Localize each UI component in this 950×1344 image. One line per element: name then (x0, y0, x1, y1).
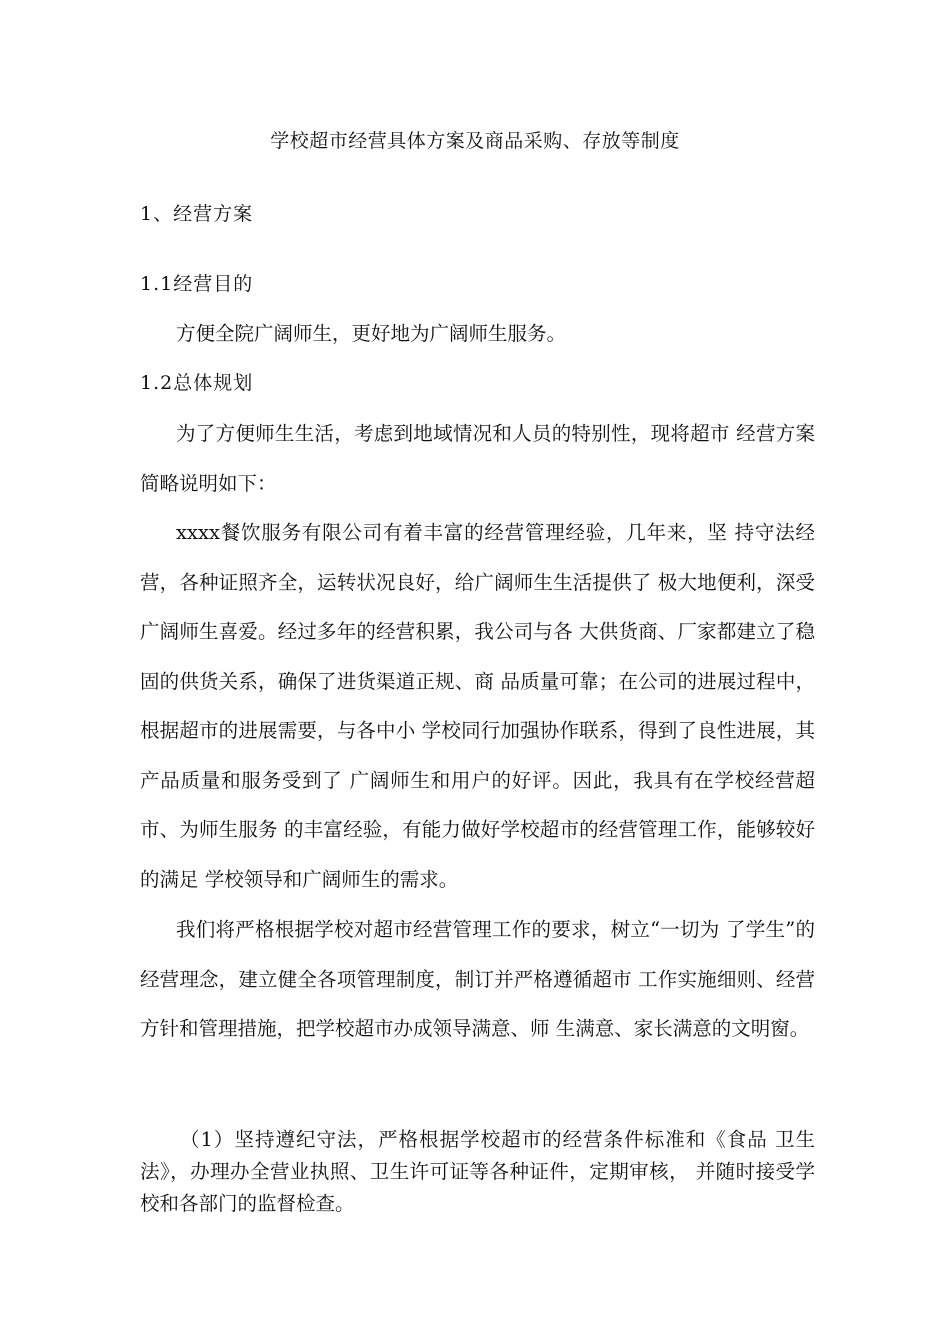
section-heading-1-1: 1.1经营目的 (140, 273, 254, 295)
paragraph-intro: 为了方便师生生活，考虑到地域情况和人员的特别性，现将超市 经营方案简略说明如下： (140, 422, 815, 495)
paragraph-purpose: 方便全院广阔师生，更好地为广阔师生服务。 (176, 322, 567, 345)
section-heading-1-2: 1.2总体规划 (140, 372, 254, 394)
paragraph-item-1: （1）坚持遵纪守法，严格根据学校超市的经营条件标准和《食品 卫生法》，办理办全营业执照、卫生许可证等各种证件，定期审核， 并随时接受学校和各部门的监督检查。 (140, 1128, 815, 1215)
paragraph-company: xxxx餐饮服务有限公司有着丰富的经营管理经验，几年来，坚 持守法经营，各种证照齐全，运转状况良好，给广阔师生生活提供了 极大地便利，深受广阔师生喜爱。经过多年的经营积累，我公司与各 大供货商、厂家都建立了稳固的供货关系，确保了进货渠道正规、商 品质量可靠；在公司的进展过程中，根据超市的进展需要，与各中小 学校同行加强协作联系，得到了良性进展，其产品质量和服务受到了 广阔师生和用户的好评。因此，我具有在学校经营超市、为师生服务 的丰富经验，有能力做好学校超市的经营管理工作，能够较好的满足 学校领导和广阔师生的需求。 (140, 521, 815, 891)
section-heading-1: 1、经营方案 (140, 203, 254, 225)
paragraph-commitment: 我们将严格根据学校对超市经营管理工作的要求，树立“一切为 了学生”的经营理念，建立健全各项管理制度，制订并严格遵循超市 工作实施细则、经营方针和管理措施，把学校超市办成领导满意、师 生满意、家长满意的文明窗。 (140, 918, 815, 1040)
document-title: 学校超市经营具体方案及商品采购、存放等制度 (270, 130, 680, 152)
